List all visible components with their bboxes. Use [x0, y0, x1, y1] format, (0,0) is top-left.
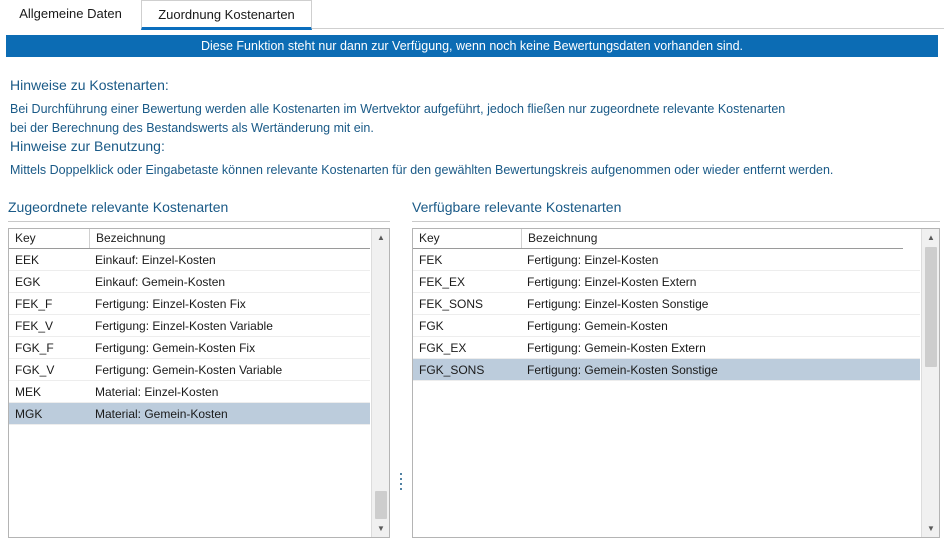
table-row[interactable]: [413, 315, 920, 337]
table-row[interactable]: [413, 293, 920, 315]
info-banner: Diese Funktion steht nur dann zur Verfügung, wenn noch keine Bewertungsdaten vorhanden sind.: [6, 35, 938, 57]
table-row[interactable]: [9, 315, 370, 337]
notes-usage-line1: Mittels Doppelklick oder Eingabetaste können relevante Kostenarten für den gewählten Bewertungskreis aufgenommen oder wieder entfernt werden.: [10, 163, 834, 177]
tab-label: Zuordnung Kostenarten: [158, 7, 295, 22]
cell-key: FGK: [419, 319, 444, 333]
cell-bezeichnung: Fertigung: Gemein-Kosten Variable: [95, 363, 283, 377]
cell-key: FEK_V: [15, 319, 54, 333]
column-header-bezeichnung[interactable]: Bezeichnung: [89, 229, 372, 248]
cell-bezeichnung: Fertigung: Gemein-Kosten Extern: [527, 341, 706, 355]
table-row[interactable]: [9, 337, 370, 359]
cell-key: EEK: [15, 253, 40, 267]
cell-key: MEK: [15, 385, 42, 399]
table-row[interactable]: [413, 359, 920, 381]
cell-bezeichnung: Material: Gemein-Kosten: [95, 407, 228, 421]
cell-key: MGK: [15, 407, 43, 421]
scrollbar-thumb[interactable]: [375, 491, 387, 519]
table-row[interactable]: [413, 337, 920, 359]
cell-key: FGK_EX: [419, 341, 467, 355]
cell-key: FEK: [419, 253, 443, 267]
table-row[interactable]: [9, 249, 370, 271]
assigned-grid-rows: [9, 249, 370, 537]
cell-key: FEK_EX: [419, 275, 466, 289]
cell-bezeichnung: Fertigung: Einzel-Kosten Variable: [95, 319, 273, 333]
table-row[interactable]: [9, 293, 370, 315]
tab-label: Allgemeine Daten: [19, 6, 122, 21]
notes-costtypes-line2: bei der Berechnung des Bestandswerts als Wertänderung mit ein.: [10, 121, 374, 135]
scroll-up-icon[interactable]: ▲: [372, 229, 390, 246]
cell-bezeichnung: Einkauf: Einzel-Kosten: [95, 253, 216, 267]
cell-bezeichnung: Fertigung: Einzel-Kosten: [527, 253, 659, 267]
table-row[interactable]: [9, 271, 370, 293]
column-header-key[interactable]: Key: [419, 231, 440, 245]
cell-key: EGK: [15, 275, 41, 289]
cell-bezeichnung: Fertigung: Einzel-Kosten Sonstige: [527, 297, 709, 311]
available-grid-rows: [413, 249, 920, 537]
cell-key: FGK_F: [15, 341, 54, 355]
assigned-grid-scrollbar[interactable]: [371, 229, 389, 537]
assigned-costtypes-grid[interactable]: [8, 228, 390, 538]
scroll-up-icon[interactable]: ▲: [922, 229, 940, 246]
table-row[interactable]: [9, 381, 370, 403]
available-costtypes-grid[interactable]: [412, 228, 940, 538]
table-row[interactable]: [413, 271, 920, 293]
cell-key: FGK_SONS: [419, 363, 485, 377]
cell-bezeichnung: Einkauf: Gemein-Kosten: [95, 275, 226, 289]
table-row[interactable]: [9, 403, 370, 425]
column-header-bezeichnung[interactable]: Bezeichnung: [521, 229, 903, 248]
notes-costtypes-heading: Hinweise zu Kostenarten:: [10, 77, 169, 93]
notes-costtypes-line1: Bei Durchführung einer Bewertung werden alle Kostenarten im Wertvektor aufgeführt, jedoch fließen nur zugeordnete relevante Kostenarten: [10, 102, 786, 116]
table-row[interactable]: [9, 359, 370, 381]
assigned-costtypes-divider: [8, 221, 390, 222]
tab-allgemeine-daten[interactable]: [0, 0, 141, 29]
scroll-down-icon[interactable]: ▼: [372, 520, 390, 537]
cell-bezeichnung: Fertigung: Gemein-Kosten Sonstige: [527, 363, 718, 377]
panel-splitter-handle[interactable]: [397, 470, 405, 492]
tab-zuordnung-kostenarten[interactable]: [141, 0, 312, 30]
table-row[interactable]: [413, 249, 920, 271]
cell-bezeichnung: Fertigung: Gemein-Kosten: [527, 319, 668, 333]
assigned-costtypes-title: Zugeordnete relevante Kostenarten: [8, 199, 229, 215]
scrollbar-thumb[interactable]: [925, 247, 937, 367]
assigned-grid-header: [9, 229, 370, 249]
available-grid-header: [413, 229, 903, 249]
cell-bezeichnung: Fertigung: Einzel-Kosten Extern: [527, 275, 697, 289]
notes-usage-heading: Hinweise zur Benutzung:: [10, 138, 165, 154]
cell-bezeichnung: Fertigung: Einzel-Kosten Fix: [95, 297, 246, 311]
tab-bar: [0, 0, 944, 29]
available-costtypes-title: Verfügbare relevante Kostenarten: [412, 199, 622, 215]
cell-bezeichnung: Fertigung: Gemein-Kosten Fix: [95, 341, 256, 355]
cell-key: FGK_V: [15, 363, 55, 377]
cell-bezeichnung: Material: Einzel-Kosten: [95, 385, 219, 399]
column-header-key[interactable]: Key: [15, 231, 36, 245]
cell-key: FEK_SONS: [419, 297, 484, 311]
scroll-down-icon[interactable]: ▼: [922, 520, 940, 537]
cell-key: FEK_F: [15, 297, 53, 311]
available-grid-scrollbar[interactable]: [921, 229, 939, 537]
available-costtypes-divider: [412, 221, 940, 222]
